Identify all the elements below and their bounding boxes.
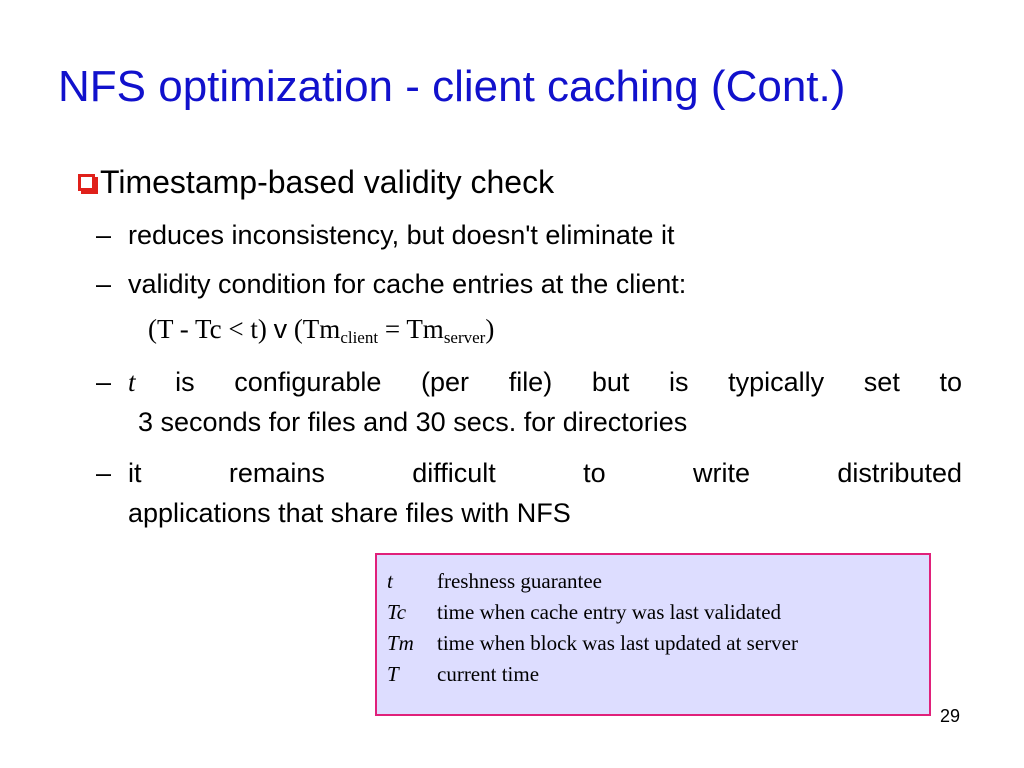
legend-row [387, 659, 929, 690]
page-number: 29 [940, 706, 961, 726]
legend-desc: freshness guarantee [437, 569, 603, 593]
legend-box [375, 553, 931, 716]
main-bullet [78, 164, 554, 201]
sub-bullet-3-line1-text: is configurable (per file) but is typically set to [175, 367, 962, 397]
formula-eq: = Tm [378, 314, 444, 344]
sub-bullet-4-line1: it remains difficult to write distributed [128, 458, 962, 488]
slide-title: NFS optimization - client caching (Cont.) [58, 62, 846, 111]
legend-row [387, 628, 929, 659]
sub-bullet-1-text: reduces inconsistency, but doesn't eliminate it [128, 220, 675, 250]
formula-left: (T - Tc < t) [148, 314, 274, 344]
dash-icon: – [96, 220, 112, 250]
legend-row [387, 566, 929, 597]
legend-term: Tc [387, 600, 407, 624]
sub-bullet-3-line1 [128, 362, 962, 402]
sub-bullet-4 [96, 453, 962, 533]
sub-bullet-2 [96, 264, 962, 304]
checkbox-bullet-icon [78, 174, 95, 191]
legend-desc: time when cache entry was last validated [437, 600, 782, 624]
sub-bullet-3-line2: 3 seconds for files and 30 secs. for directories [138, 407, 688, 437]
legend-term: t [387, 569, 393, 593]
legend-term: T [387, 662, 399, 686]
formula-or: v [273, 314, 288, 344]
legend-desc: current time [437, 662, 540, 686]
dash-icon: – [96, 269, 112, 299]
main-bullet-text: Timestamp-based validity check [100, 164, 555, 200]
sub-bullet-2-text: validity condition for cache entries at the client: [128, 269, 687, 299]
dash-icon: – [96, 458, 112, 488]
legend-row [387, 597, 929, 628]
legend-desc: time when block was last updated at server [437, 631, 798, 655]
legend-term: Tm [387, 631, 414, 655]
sub-bullet-3 [96, 362, 962, 442]
dash-icon: – [96, 367, 112, 397]
formula-tm: (Tm [287, 314, 341, 344]
sub-bullet-4-line2: applications that share files with NFS [128, 498, 571, 528]
validity-formula [148, 314, 494, 345]
formula-sub-server: server [443, 328, 486, 347]
formula-end: ) [485, 314, 495, 344]
sub-bullet-1 [96, 215, 962, 255]
variable-t: t [128, 367, 136, 397]
formula-sub-client: client [340, 328, 379, 347]
